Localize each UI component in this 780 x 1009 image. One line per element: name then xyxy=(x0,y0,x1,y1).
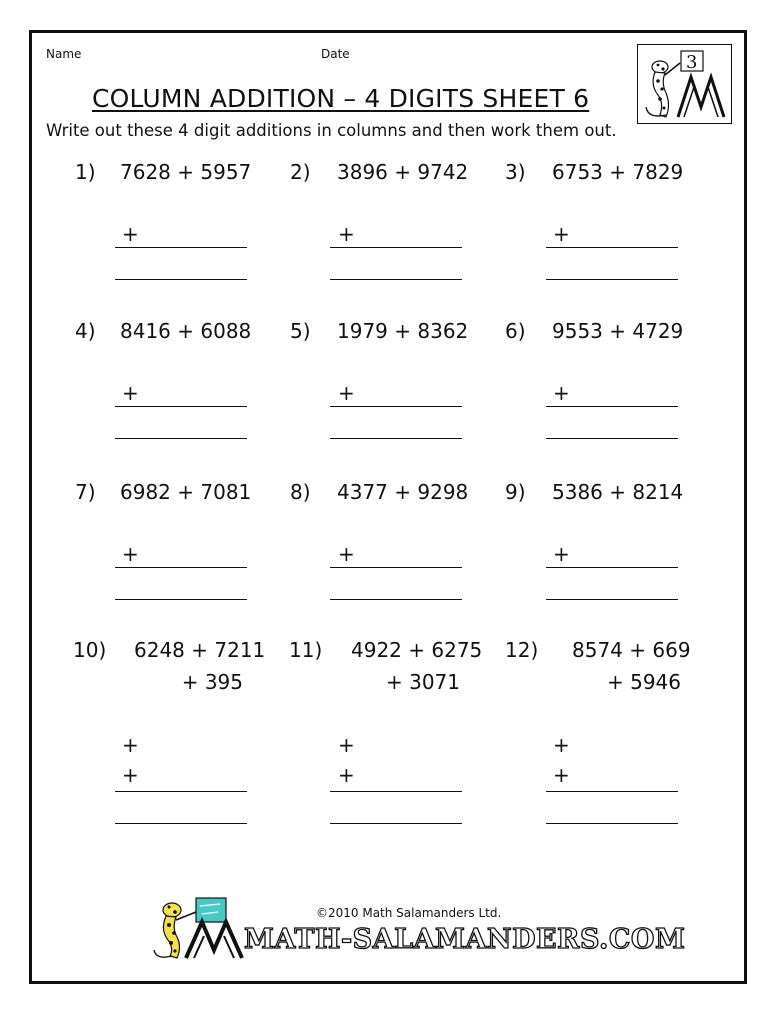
problem-expression: 9553 + 4729 xyxy=(552,319,684,343)
answer-line[interactable] xyxy=(115,823,247,824)
problem-number: 7) xyxy=(75,480,96,504)
problem-extra-addend: + 3071 xyxy=(385,670,460,694)
problem-number: 1) xyxy=(75,160,96,184)
plus-sign: + xyxy=(122,733,139,757)
plus-sign: + xyxy=(553,763,570,787)
badge-logo xyxy=(637,44,732,124)
problem-expression: 4922 + 6275 xyxy=(351,638,483,662)
problem-number: 8) xyxy=(290,480,311,504)
problem-number: 3) xyxy=(505,160,526,184)
problem-expression: 7628 + 5957 xyxy=(120,160,252,184)
problem-expression: 5386 + 8214 xyxy=(552,480,684,504)
plus-sign: + xyxy=(553,222,570,246)
problem-expression: 4377 + 9298 xyxy=(337,480,469,504)
addend-line[interactable] xyxy=(330,406,462,407)
problem-number: 6) xyxy=(505,319,526,343)
answer-line[interactable] xyxy=(115,599,247,600)
plus-sign: + xyxy=(553,733,570,757)
plus-sign: + xyxy=(338,542,355,566)
addend-line[interactable] xyxy=(546,567,678,568)
answer-line[interactable] xyxy=(546,279,678,280)
problem-expression: 6248 + 7211 xyxy=(134,638,266,662)
problem-extra-addend: + 5946 xyxy=(606,670,681,694)
problem-expression: 6982 + 7081 xyxy=(120,480,252,504)
addend-line[interactable] xyxy=(330,247,462,248)
answer-line[interactable] xyxy=(546,823,678,824)
plus-sign: + xyxy=(338,381,355,405)
answer-line[interactable] xyxy=(330,599,462,600)
plus-sign: + xyxy=(338,222,355,246)
math-salamanders-logo-icon xyxy=(150,892,686,962)
problem-number: 9) xyxy=(505,480,526,504)
plus-sign: + xyxy=(553,542,570,566)
answer-line[interactable] xyxy=(330,438,462,439)
problem-expression: 3896 + 9742 xyxy=(337,160,469,184)
addend-line[interactable] xyxy=(115,791,247,792)
problem-expression: 8416 + 6088 xyxy=(120,319,252,343)
problem-number: 10) xyxy=(73,638,107,662)
addend-line[interactable] xyxy=(330,567,462,568)
plus-sign: + xyxy=(338,733,355,757)
addend-line[interactable] xyxy=(330,791,462,792)
answer-line[interactable] xyxy=(330,823,462,824)
answer-line[interactable] xyxy=(115,279,247,280)
date-label: Date xyxy=(321,47,350,61)
salamander-badge-icon xyxy=(638,45,731,123)
instructions: Write out these 4 digit additions in columns and then work them out. xyxy=(46,121,617,140)
plus-sign: + xyxy=(122,222,139,246)
answer-line[interactable] xyxy=(115,438,247,439)
plus-sign: + xyxy=(122,763,139,787)
page-title: COLUMN ADDITION – 4 DIGITS SHEET 6 xyxy=(92,84,590,113)
badge-number: 3 xyxy=(686,52,698,73)
problem-expression: 8574 + 669 xyxy=(572,638,691,662)
problem-expression: 1979 + 8362 xyxy=(337,319,469,343)
plus-sign: + xyxy=(553,381,570,405)
footer-logo xyxy=(150,892,686,966)
problem-number: 5) xyxy=(290,319,311,343)
addend-line[interactable] xyxy=(115,406,247,407)
problem-extra-addend: + 395 xyxy=(181,670,243,694)
addend-line[interactable] xyxy=(546,247,678,248)
logo-text: MATH-SALAMANDERS.COM xyxy=(244,924,686,955)
answer-line[interactable] xyxy=(546,438,678,439)
problem-number: 12) xyxy=(505,638,539,662)
addend-line[interactable] xyxy=(115,567,247,568)
answer-line[interactable] xyxy=(330,279,462,280)
plus-sign: + xyxy=(122,381,139,405)
problem-number: 4) xyxy=(75,319,96,343)
problem-number: 11) xyxy=(289,638,323,662)
addend-line[interactable] xyxy=(115,247,247,248)
plus-sign: + xyxy=(338,763,355,787)
name-label: Name xyxy=(46,47,82,61)
answer-line[interactable] xyxy=(546,599,678,600)
addend-line[interactable] xyxy=(546,791,678,792)
addend-line[interactable] xyxy=(546,406,678,407)
problem-expression: 6753 + 7829 xyxy=(552,160,684,184)
copyright: ©2010 Math Salamanders Ltd. xyxy=(316,906,502,920)
plus-sign: + xyxy=(122,542,139,566)
problem-number: 2) xyxy=(290,160,311,184)
